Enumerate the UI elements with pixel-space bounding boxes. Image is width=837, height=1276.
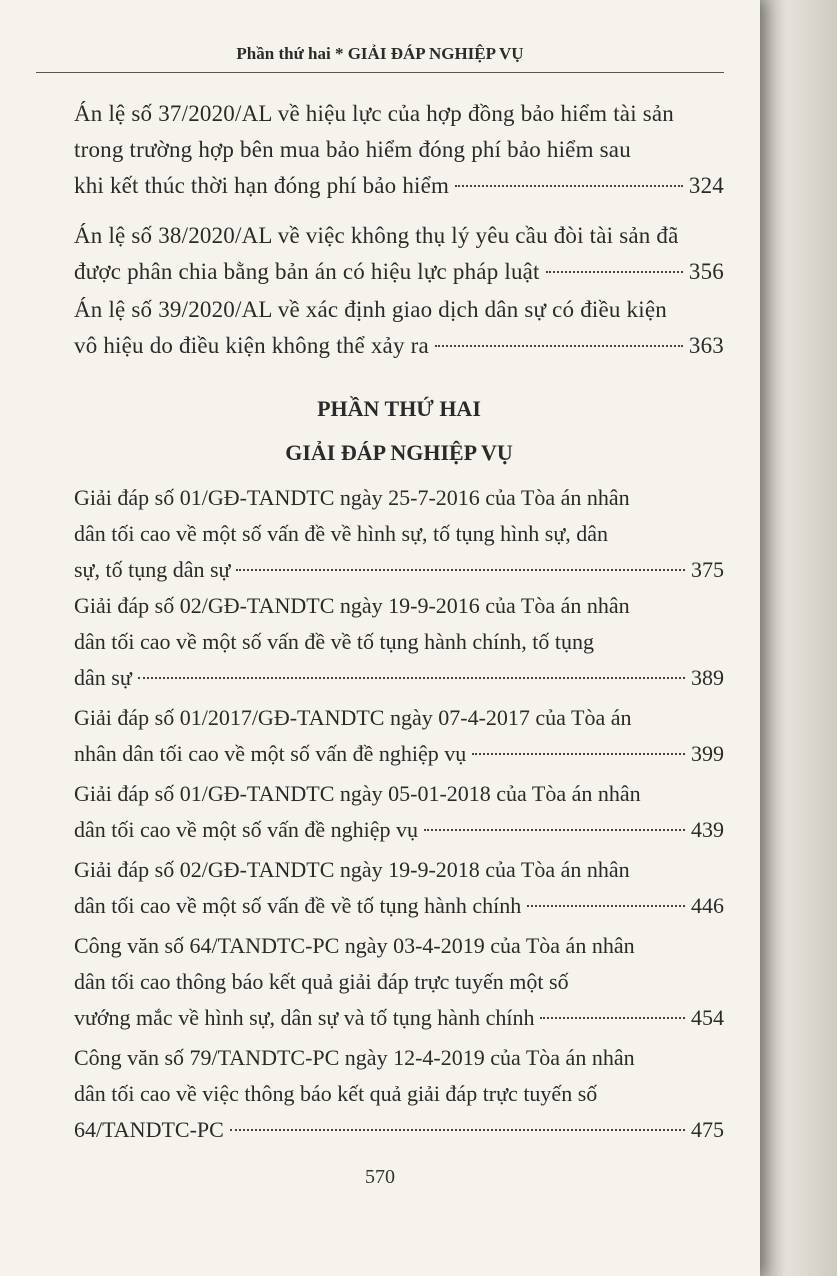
toc-line: Giải đáp số 01/2017/GĐ-TANDTC ngày 07-4-2017 của Tòa án <box>74 705 632 730</box>
toc-entry <box>74 218 724 290</box>
toc-line: Giải đáp số 02/GĐ-TANDTC ngày 19-9-2018 của Tòa án nhân <box>74 857 630 882</box>
page-number: 356 <box>688 259 724 284</box>
toc-line: trong trường hợp bên mua bảo hiểm đóng phí bảo hiểm sau <box>74 137 631 162</box>
dot-leader <box>424 829 685 831</box>
toc-line: Án lệ số 38/2020/AL về việc không thụ lý yêu cầu đòi tài sản đã <box>74 223 679 248</box>
dot-leader <box>472 753 685 755</box>
dot-leader <box>435 345 683 347</box>
toc-entry <box>74 852 724 924</box>
toc-line: dân tối cao về một số vấn đề về tố tụng hành chính <box>74 893 522 918</box>
toc-line: dân tối cao thông báo kết quả giải đáp trực tuyến một số <box>74 969 569 994</box>
page-number: 475 <box>691 1117 724 1142</box>
toc-entry <box>74 292 724 364</box>
toc-line: Công văn số 79/TANDTC-PC ngày 12-4-2019 của Tòa án nhân <box>74 1045 635 1070</box>
part-heading: PHẦN THỨ HAI <box>317 396 481 421</box>
toc-entry <box>74 96 724 204</box>
toc-line: dân sự <box>74 665 132 690</box>
toc-line: Án lệ số 39/2020/AL về xác định giao dịch dân sự có điều kiện <box>74 297 667 322</box>
page-number: 439 <box>691 817 724 842</box>
running-header: Phần thứ hai * GIẢI ĐÁP NGHIỆP VỤ <box>236 44 524 63</box>
dot-leader <box>527 905 685 907</box>
dot-leader <box>230 1129 685 1131</box>
dot-leader <box>138 677 685 679</box>
toc-line: được phân chia bằng bản án có hiệu lực pháp luật <box>74 259 540 284</box>
toc-line: khi kết thúc thời hạn đóng phí bảo hiểm <box>74 173 450 198</box>
toc-last-line <box>74 736 724 772</box>
dot-leader <box>546 271 683 273</box>
page-number-footer: 570 <box>365 1166 395 1188</box>
page-number: 389 <box>691 665 724 690</box>
dot-leader <box>236 569 685 571</box>
page-number: 363 <box>688 333 724 358</box>
toc-entry <box>74 928 724 1036</box>
toc-last-line <box>74 1112 724 1148</box>
toc-line: Công văn số 64/TANDTC-PC ngày 03-4-2019 của Tòa án nhân <box>74 933 635 958</box>
toc-line: vô hiệu do điều kiện không thể xảy ra <box>74 333 429 358</box>
toc-entry <box>74 480 724 588</box>
toc-last-line <box>74 168 724 204</box>
toc-line: Giải đáp số 02/GĐ-TANDTC ngày 19-9-2016 của Tòa án nhân <box>74 593 630 618</box>
page-number: 324 <box>688 173 724 198</box>
toc-last-line <box>74 888 724 924</box>
toc-entry <box>74 1040 724 1148</box>
dot-leader <box>540 1017 685 1019</box>
toc-last-line <box>74 812 724 848</box>
header-rule <box>36 72 724 73</box>
toc-last-line <box>74 328 724 364</box>
toc-last-line <box>74 1000 724 1036</box>
toc-line: dân tối cao về một số vấn đề về tố tụng hành chính, tố tụng <box>74 629 594 654</box>
page-number: 375 <box>691 557 724 582</box>
toc-last-line <box>74 552 724 588</box>
toc-line: sự, tố tụng dân sự <box>74 557 231 582</box>
toc-line: vướng mắc về hình sự, dân sự và tố tụng hành chính <box>74 1005 535 1030</box>
toc-entry <box>74 700 724 772</box>
toc-line: nhân dân tối cao về một số vấn đề nghiệp vụ <box>74 741 467 766</box>
toc-last-line <box>74 660 724 696</box>
toc-line: dân tối cao về một số vấn đề nghiệp vụ <box>74 817 418 842</box>
page-number: 454 <box>691 1005 724 1030</box>
page-number: 446 <box>691 893 724 918</box>
toc-line: Giải đáp số 01/GĐ-TANDTC ngày 05-01-2018 của Tòa án nhân <box>74 781 641 806</box>
toc-last-line <box>74 254 724 290</box>
toc-line: dân tối cao về việc thông báo kết quả giải đáp trực tuyến số <box>74 1081 598 1106</box>
toc-line: 64/TANDTC-PC <box>74 1117 224 1142</box>
toc-entry <box>74 776 724 848</box>
toc-line: Giải đáp số 01/GĐ-TANDTC ngày 25-7-2016 của Tòa án nhân <box>74 485 630 510</box>
page-number: 399 <box>691 741 724 766</box>
book-spine-shadow <box>760 0 837 1276</box>
toc-line: dân tối cao về một số vấn đề về hình sự, tố tụng hình sự, dân <box>74 521 609 546</box>
toc-line: Án lệ số 37/2020/AL về hiệu lực của hợp đồng bảo hiểm tài sản <box>74 101 674 126</box>
dot-leader <box>455 185 683 187</box>
toc-entry <box>74 588 724 696</box>
section-heading: GIẢI ĐÁP NGHIỆP VỤ <box>285 440 513 465</box>
